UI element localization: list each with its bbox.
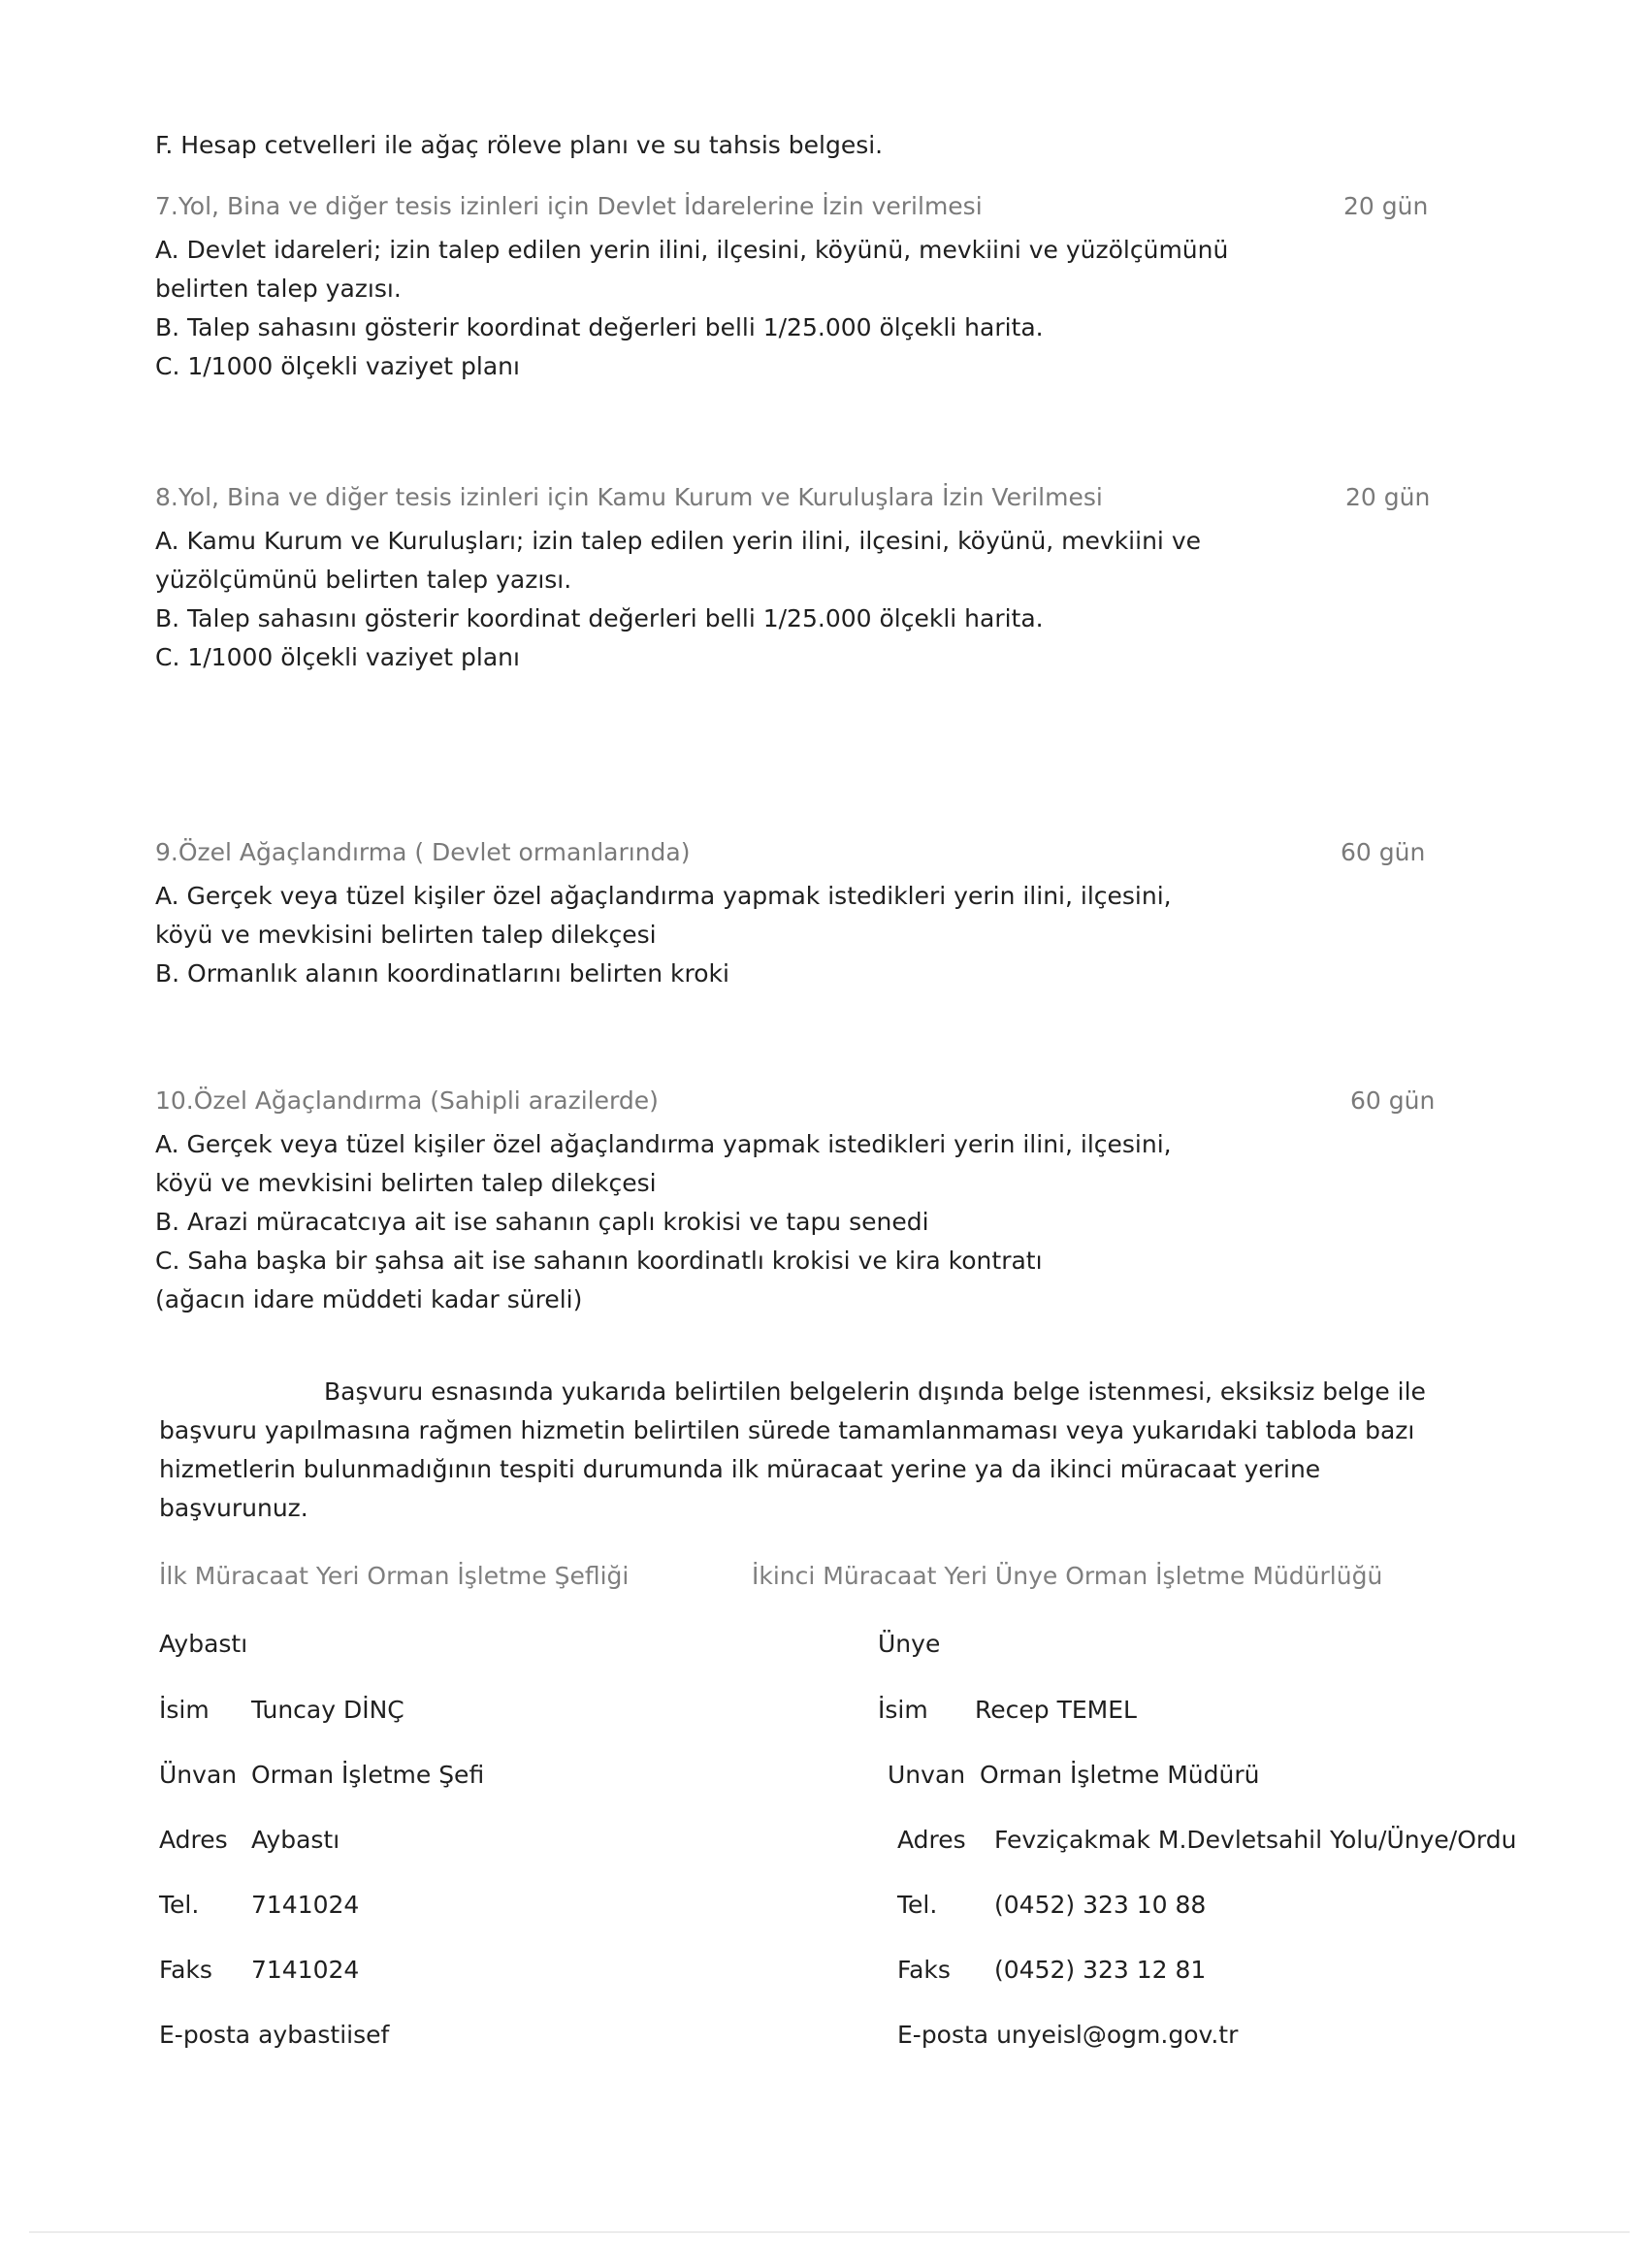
first-contact-address-row <box>159 1826 340 1855</box>
first-contact-email-row <box>159 2021 389 2050</box>
requirement-line: B. Talep sahasını gösterir koordinat değerleri belli 1/25.000 ölçekli harita. <box>155 313 1044 341</box>
requirement-line: B. Arazi müracatcıya ait ise sahanın çaplı krokisi ve tapu senedi <box>155 1208 929 1236</box>
title-label: Unvan <box>888 1761 966 1789</box>
address-value: Aybastı <box>251 1826 340 1854</box>
requirement-line: A. Gerçek veya tüzel kişiler özel ağaçlandırma yapmak istedikleri yerin ilini, ilçesini, <box>155 882 1172 910</box>
second-contact-fax-row <box>897 1956 1207 1985</box>
second-contact-title-row <box>888 1761 1260 1790</box>
requirement-line: A. Devlet idareleri; izin talep edilen yerin ilini, ilçesini, köyünü, mevkiini ve yüzölçümünü <box>155 236 1229 264</box>
fax-value: 7141024 <box>251 1956 360 1984</box>
service-title: 9.Özel Ağaçlandırma ( Devlet ormanlarında) <box>155 838 691 866</box>
address-label: Adres <box>159 1826 228 1854</box>
address-label: Adres <box>897 1826 966 1854</box>
second-contact-header: İkinci Müracaat Yeri Ünye Orman İşletme Müdürlüğü <box>752 1562 1383 1590</box>
first-contact-header: İlk Müracaat Yeri Orman İşletme Şefliği <box>159 1562 630 1590</box>
name-value: Recep TEMEL <box>975 1696 1137 1724</box>
requirement-line: (ağacın idare müddeti kadar süreli) <box>155 1285 583 1313</box>
requirement-line: A. Gerçek veya tüzel kişiler özel ağaçlandırma yapmak istedikleri yerin ilini, ilçesini, <box>155 1130 1172 1158</box>
name-label: İsim <box>878 1696 928 1724</box>
first-contact-phone-row <box>159 1891 360 1920</box>
requirement-item-f: F. Hesap cetvelleri ile ağaç röleve planı ve su tahsis belgesi. <box>155 131 884 159</box>
requirement-line: B. Ormanlık alanın koordinatlarını belirten kroki <box>155 959 729 988</box>
requirement-line: C. 1/1000 ölçekli vaziyet planı <box>155 352 520 380</box>
second-contact-place <box>878 1630 940 1659</box>
second-contact-email-row <box>897 2021 1238 2050</box>
phone-value: (0452) 323 10 88 <box>994 1891 1207 1919</box>
first-contact-title-row <box>159 1761 485 1790</box>
first-contact-place <box>159 1630 247 1659</box>
email-text: E-posta unyeisl@ogm.gov.tr <box>897 2021 1239 2049</box>
service-duration: 20 gün <box>1345 483 1431 511</box>
service-section-7 <box>155 192 1436 386</box>
service-duration: 60 gün <box>1341 838 1426 866</box>
name-label: İsim <box>159 1696 210 1724</box>
requirement-line: A. Kamu Kurum ve Kuruluşları; izin talep edilen yerin ilini, ilçesini, köyünü, mevkiini ve <box>155 527 1201 555</box>
requirement-line: belirten talep yazısı. <box>155 275 402 303</box>
requirement-line: köyü ve mevkisini belirten talep dilekçesi <box>155 921 657 949</box>
requirement-line: C. Saha başka bir şahsa ait ise sahanın koordinatlı krokisi ve kira kontratı <box>155 1247 1043 1275</box>
email-text: E-posta aybastiisef <box>159 2021 390 2049</box>
second-contact-name-row <box>878 1696 1137 1725</box>
fax-label: Faks <box>897 1956 951 1984</box>
notice-paragraph <box>159 1373 1459 1528</box>
first-contact-fax-row <box>159 1956 360 1985</box>
service-section-10 <box>155 1086 1436 1319</box>
requirement-line: B. Talep sahasını gösterir koordinat değerleri belli 1/25.000 ölçekli harita. <box>155 604 1044 632</box>
phone-value: 7141024 <box>251 1891 360 1919</box>
requirement-line: yüzölçümünü belirten talep yazısı. <box>155 566 572 594</box>
place-text: Ünye <box>878 1630 941 1658</box>
service-heading <box>155 483 1436 522</box>
service-section-9 <box>155 838 1436 993</box>
service-heading <box>155 838 1436 877</box>
service-heading <box>155 1086 1436 1125</box>
phone-label: Tel. <box>897 1891 938 1919</box>
service-section-8 <box>155 483 1436 677</box>
service-title: 10.Özel Ağaçlandırma (Sahipli arazilerde) <box>155 1086 659 1115</box>
place-text: Aybastı <box>159 1630 248 1658</box>
second-contact-phone-row <box>897 1891 1207 1920</box>
second-contact-address-row <box>897 1826 1517 1855</box>
scan-edge-divider <box>29 2231 1630 2233</box>
notice-text: Başvuru esnasında yukarıda belirtilen belgelerin dışında belge istenmesi, eksiksiz belge ile başvuru yapılmasına rağmen hizmetin belirtilen sürede tamamlanmaması veya yukarıdaki tabloda bazı hizmetlerin bulunmadığının tespiti durumunda ilk müracaat yerine ya da ikinci müracaat yerine başvurunuz. <box>159 1377 1426 1522</box>
service-title: 8.Yol, Bina ve diğer tesis izinleri için Kamu Kurum ve Kuruluşlara İzin Verilmesi <box>155 483 1103 511</box>
fax-label: Faks <box>159 1956 212 1984</box>
service-duration: 20 gün <box>1343 192 1429 220</box>
name-value: Tuncay DİNÇ <box>251 1696 404 1724</box>
address-value: Fevziçakmak M.Devletsahil Yolu/Ünye/Ordu <box>994 1826 1517 1854</box>
phone-label: Tel. <box>159 1891 200 1919</box>
fax-value: (0452) 323 12 81 <box>994 1956 1207 1984</box>
title-value: Orman İşletme Şefi <box>251 1761 485 1789</box>
first-contact-name-row <box>159 1696 404 1725</box>
requirement-line: köyü ve mevkisini belirten talep dilekçesi <box>155 1169 657 1197</box>
service-title: 7.Yol, Bina ve diğer tesis izinleri için Devlet İdarelerine İzin verilmesi <box>155 192 983 220</box>
service-duration: 60 gün <box>1350 1086 1436 1115</box>
requirement-line: C. 1/1000 ölçekli vaziyet planı <box>155 643 520 671</box>
title-value: Orman İşletme Müdürü <box>980 1761 1260 1789</box>
title-label: Ünvan <box>159 1761 238 1789</box>
service-heading <box>155 192 1436 231</box>
